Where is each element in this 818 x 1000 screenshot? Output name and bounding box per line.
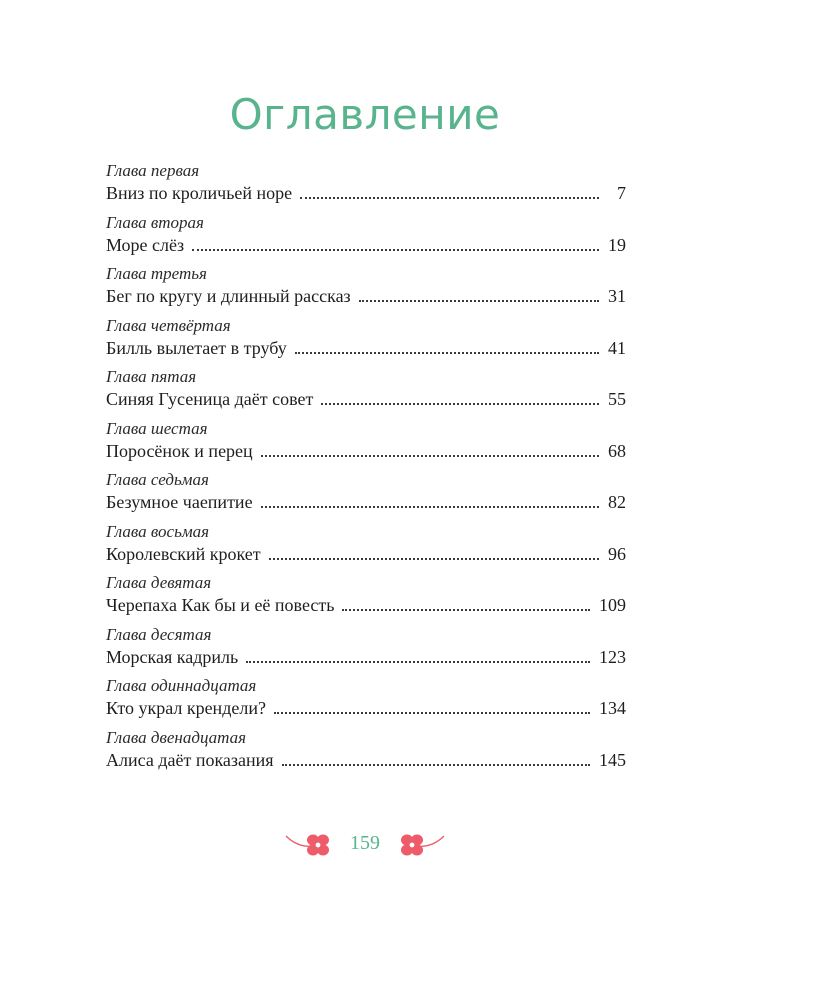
page-number: 109	[599, 595, 626, 615]
dot-leader	[321, 403, 599, 405]
page-number: 82	[608, 492, 626, 512]
page-number: 19	[608, 234, 626, 255]
chapter-label: Глава восьмая	[106, 521, 210, 541]
chapter-label: Глава девятая	[106, 573, 212, 592]
page-number: 68	[608, 440, 626, 461]
page-number: 41	[608, 337, 626, 358]
chapter-label: Глава четвёртая	[106, 315, 231, 335]
chapter-label: Глава седьмая	[106, 470, 209, 489]
chapter-line[interactable]	[106, 181, 626, 205]
chapter-title: Поросёнок и перец	[106, 440, 253, 461]
page-number: 123	[599, 646, 626, 667]
dot-leader	[300, 197, 599, 199]
toc-entry	[106, 161, 626, 213]
toc-entry	[106, 470, 626, 522]
page-number: 7	[617, 183, 626, 203]
chapter-label: Глава десятая	[106, 624, 212, 644]
page-number: 55	[608, 389, 626, 409]
flower-ornament-left-icon	[284, 826, 340, 860]
chapter-title: Билль вылетает в трубу	[106, 337, 287, 358]
chapter-title: Синяя Гусеница даёт совет	[106, 389, 314, 409]
chapter-label: Глава вторая	[106, 212, 204, 232]
chapter-title: Королевский крокет	[106, 543, 261, 564]
chapter-label: Глава пятая	[106, 367, 197, 386]
chapter-label: Глава двенадцатая	[106, 727, 247, 747]
page-number: 145	[599, 749, 626, 770]
toc-entry	[106, 625, 626, 677]
chapter-title: Море слёз	[106, 234, 185, 255]
page-title: Оглавление	[229, 90, 501, 139]
chapter-title: Черепаха Как бы и её повесть	[106, 595, 335, 615]
chapter-line[interactable]	[106, 439, 626, 463]
dot-leader	[261, 506, 599, 508]
dot-leader	[274, 712, 590, 714]
chapter-line[interactable]	[106, 542, 626, 566]
toc-entry	[106, 522, 626, 574]
chapter-label: Глава шестая	[106, 418, 208, 438]
chapter-line[interactable]	[106, 336, 626, 360]
chapter-line[interactable]	[106, 645, 626, 669]
flower-ornament-right-icon	[390, 826, 446, 860]
chapter-title: Морская кадриль	[106, 646, 239, 667]
page-footer	[0, 826, 730, 866]
chapter-line[interactable]	[106, 748, 626, 772]
chapter-label: Глава третья	[106, 264, 207, 283]
chapter-title: Вниз по кроличьей норе	[106, 183, 293, 203]
dot-leader	[261, 455, 599, 457]
dot-leader	[282, 764, 590, 766]
chapter-line[interactable]	[106, 233, 626, 257]
chapter-title: Безумное чаепитие	[106, 492, 253, 512]
toc-entry	[106, 419, 626, 471]
chapter-line[interactable]	[106, 593, 626, 617]
dot-leader	[295, 352, 599, 354]
toc-entry	[106, 316, 626, 368]
table-of-contents	[106, 161, 626, 779]
chapter-line[interactable]	[106, 387, 626, 411]
dot-leader	[359, 300, 599, 302]
page-number: 31	[608, 286, 626, 306]
chapter-line[interactable]	[106, 284, 626, 308]
dot-leader	[342, 609, 590, 611]
toc-entry	[106, 728, 626, 780]
page-number: 134	[599, 698, 626, 718]
toc-entry	[106, 676, 626, 728]
dot-leader	[246, 661, 590, 663]
dot-leader	[269, 558, 599, 560]
chapter-title: Алиса даёт показания	[106, 749, 274, 770]
toc-entry	[106, 367, 626, 419]
chapter-line[interactable]	[106, 490, 626, 514]
toc-entry	[106, 264, 626, 316]
toc-entry	[106, 213, 626, 265]
chapter-label: Глава одиннадцатая	[106, 676, 257, 695]
chapter-title: Бег по кругу и длинный рассказ	[106, 286, 351, 306]
chapter-line[interactable]	[106, 696, 626, 720]
dot-leader	[192, 249, 599, 251]
page-number-footer: 159	[350, 831, 380, 854]
chapter-label: Глава первая	[106, 161, 200, 180]
chapter-title: Кто украл крендели?	[106, 698, 266, 718]
page-number: 96	[608, 543, 626, 564]
toc-entry	[106, 573, 626, 625]
